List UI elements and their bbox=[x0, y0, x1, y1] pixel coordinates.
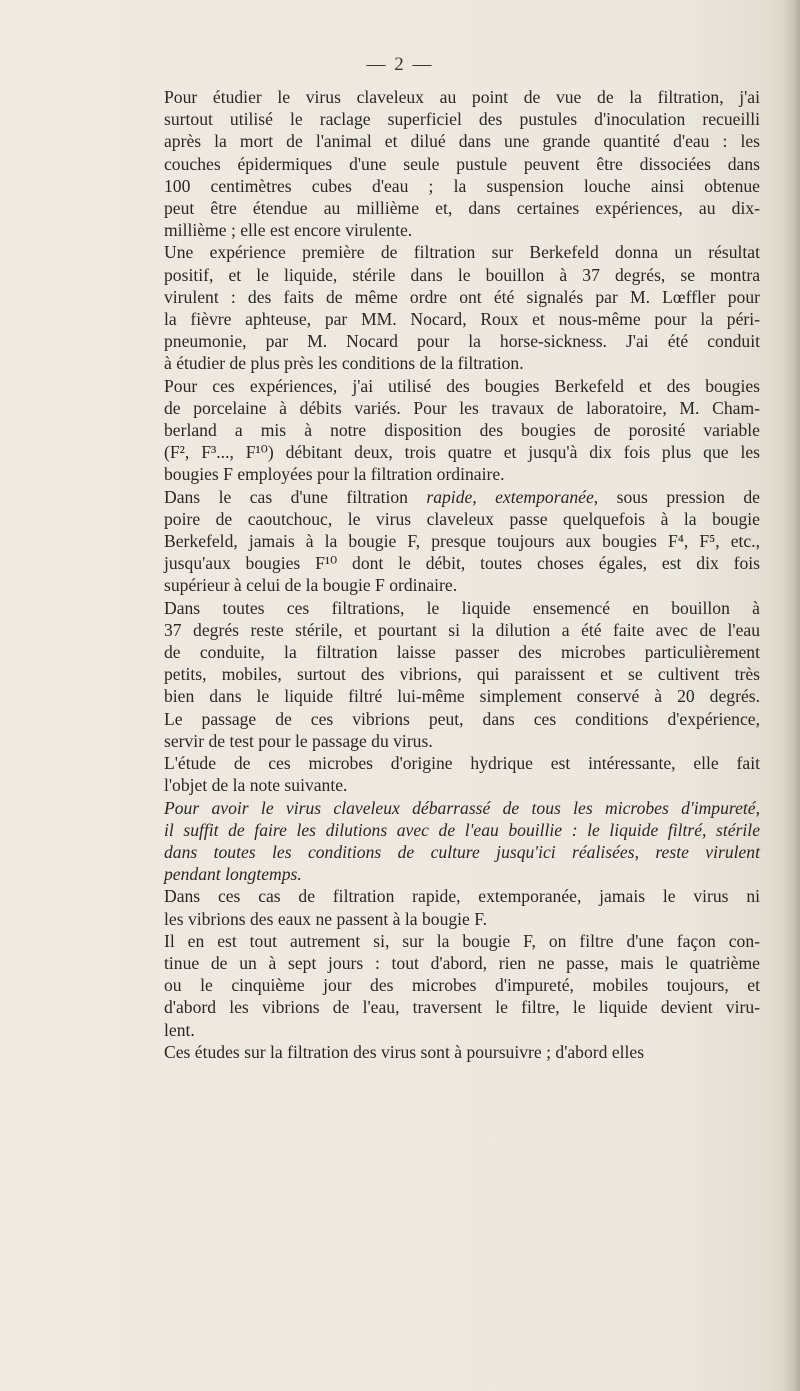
text-line: la fièvre aphteuse, par MM. Nocard, Roux et nous-même pour la péri- bbox=[164, 309, 760, 330]
text-line: 100 centimètres cubes d'eau ; la suspension louche ainsi obtenue bbox=[164, 175, 760, 196]
text-line: berland a mis à notre disposition des bougies de porosité variable bbox=[164, 420, 760, 441]
text-line: Dans le cas d'une filtration rapide, extemporanée, sous pression de bbox=[164, 486, 760, 507]
text-line: jusqu'aux bougies F¹⁰ dont le débit, toutes choses égales, est dix fois bbox=[164, 553, 760, 574]
text-line: peut être étendue au millième et, dans certaines expériences, au dix- bbox=[164, 198, 760, 219]
text-line: Pour ces expériences, j'ai utilisé des bougies Berkefeld et des bougies bbox=[164, 375, 760, 396]
text-line: L'étude de ces microbes d'origine hydrique est intéressante, elle fait bbox=[164, 753, 760, 774]
paragraph bbox=[138, 797, 760, 886]
text-line: surtout utilisé le raclage superficiel des pustules d'inoculation recueilli bbox=[164, 109, 760, 130]
text-line: Pour étudier le virus claveleux au point de vue de la filtration, j'ai bbox=[164, 87, 760, 107]
text-line: bien dans le liquide filtré lui-même simplement conservé à 20 degrés. bbox=[164, 686, 760, 707]
text-line: lent. bbox=[164, 1019, 195, 1040]
paragraph bbox=[138, 930, 760, 1041]
text-line: Ces études sur la filtration des virus sont à poursuivre ; d'abord elles bbox=[164, 1041, 645, 1062]
paragraph bbox=[138, 752, 760, 796]
text-line: 37 degrés reste stérile, et pourtant si la dilution a été faite avec de l'eau bbox=[164, 619, 760, 640]
text-line: bougies F employées pour la filtration ordinaire. bbox=[164, 464, 505, 485]
text-line: dans toutes les conditions de culture jusqu'ici réalisées, reste virulent bbox=[164, 841, 760, 862]
paragraph bbox=[138, 597, 760, 752]
text-line: supérieur à celui de la bougie F ordinaire. bbox=[164, 575, 458, 596]
paragraph bbox=[138, 486, 760, 597]
text-line: Dans ces cas de filtration rapide, extemporanée, jamais le virus ni bbox=[164, 886, 760, 907]
text-line: virulent : des faits de même ordre ont été signalés par M. Lœffler pour bbox=[164, 286, 760, 307]
paragraph bbox=[138, 375, 760, 486]
text-line: poire de caoutchouc, le virus claveleux passe quelquefois à la bougie bbox=[164, 508, 760, 529]
text-line: l'objet de la note suivante. bbox=[164, 775, 348, 796]
text-line: ou le cinquième jour des microbes d'impureté, mobiles toujours, et bbox=[164, 975, 760, 996]
text-line: pendant longtemps. bbox=[164, 864, 302, 885]
paragraph bbox=[138, 885, 760, 929]
text-line: Pour avoir le virus claveleux débarrassé de tous les microbes d'impureté, bbox=[164, 797, 760, 818]
text-line: petits, mobiles, surtout des vibrions, qui paraissent et se cultivent très bbox=[164, 664, 760, 685]
text-line: tinue de un à sept jours : tout d'abord, rien ne passe, mais le quatrième bbox=[164, 952, 760, 973]
text-line: de porcelaine à débits variés. Pour les travaux de laboratoire, M. Cham- bbox=[164, 397, 760, 418]
text-line: Berkefeld, jamais à la bougie F, presque toujours aux bougies F⁴, F⁵, etc., bbox=[164, 531, 760, 552]
text-line: Il en est tout autrement si, sur la bougie F, on filtre d'une façon con- bbox=[164, 930, 760, 951]
text-line: les vibrions des eaux ne passent à la bougie F. bbox=[164, 908, 488, 929]
text-line: d'abord les vibrions de l'eau, traversent le filtre, le liquide devient viru- bbox=[164, 997, 760, 1018]
text-line: couches épidermiques d'une seule pustule peuvent être dissociées dans bbox=[164, 153, 760, 174]
body-text bbox=[138, 86, 760, 1063]
page-edge-shadow bbox=[782, 0, 800, 1391]
text-line: positif, et le liquide, stérile dans le bouillon à 37 degrés, se montra bbox=[164, 264, 760, 285]
text-line: de conduite, la filtration laisse passer des microbes particulièrement bbox=[164, 642, 760, 663]
paragraph bbox=[138, 241, 760, 374]
text-line: servir de test pour le passage du virus. bbox=[164, 730, 433, 751]
paragraph bbox=[138, 86, 760, 241]
emphasis: rapide, extemporanée bbox=[426, 486, 594, 507]
text-line: (F², F³..., F¹⁰) débitant deux, trois quatre et jusqu'à dix fois plus que les bbox=[164, 442, 760, 463]
page-number: — 2 — bbox=[366, 54, 434, 75]
text-line: Le passage de ces vibrions peut, dans ces conditions d'expérience, bbox=[164, 708, 760, 729]
text-line: Une expérience première de filtration sur Berkefeld donna un résultat bbox=[164, 242, 760, 263]
paragraph bbox=[138, 1041, 760, 1063]
text-line: il suffit de faire les dilutions avec de l'eau bouillie : le liquide filtré, stérile bbox=[164, 819, 760, 840]
text-line: après la mort de l'animal et dilué dans une grande quantité d'eau : les bbox=[164, 131, 760, 152]
text-line: Dans toutes ces filtrations, le liquide ensemencé en bouillon à bbox=[164, 597, 760, 618]
text-line: pneumonie, par M. Nocard pour la horse-sickness. J'ai été conduit bbox=[164, 331, 760, 352]
text-line: à étudier de plus près les conditions de la filtration. bbox=[164, 353, 524, 374]
text-line: millième ; elle est encore virulente. bbox=[164, 220, 413, 241]
